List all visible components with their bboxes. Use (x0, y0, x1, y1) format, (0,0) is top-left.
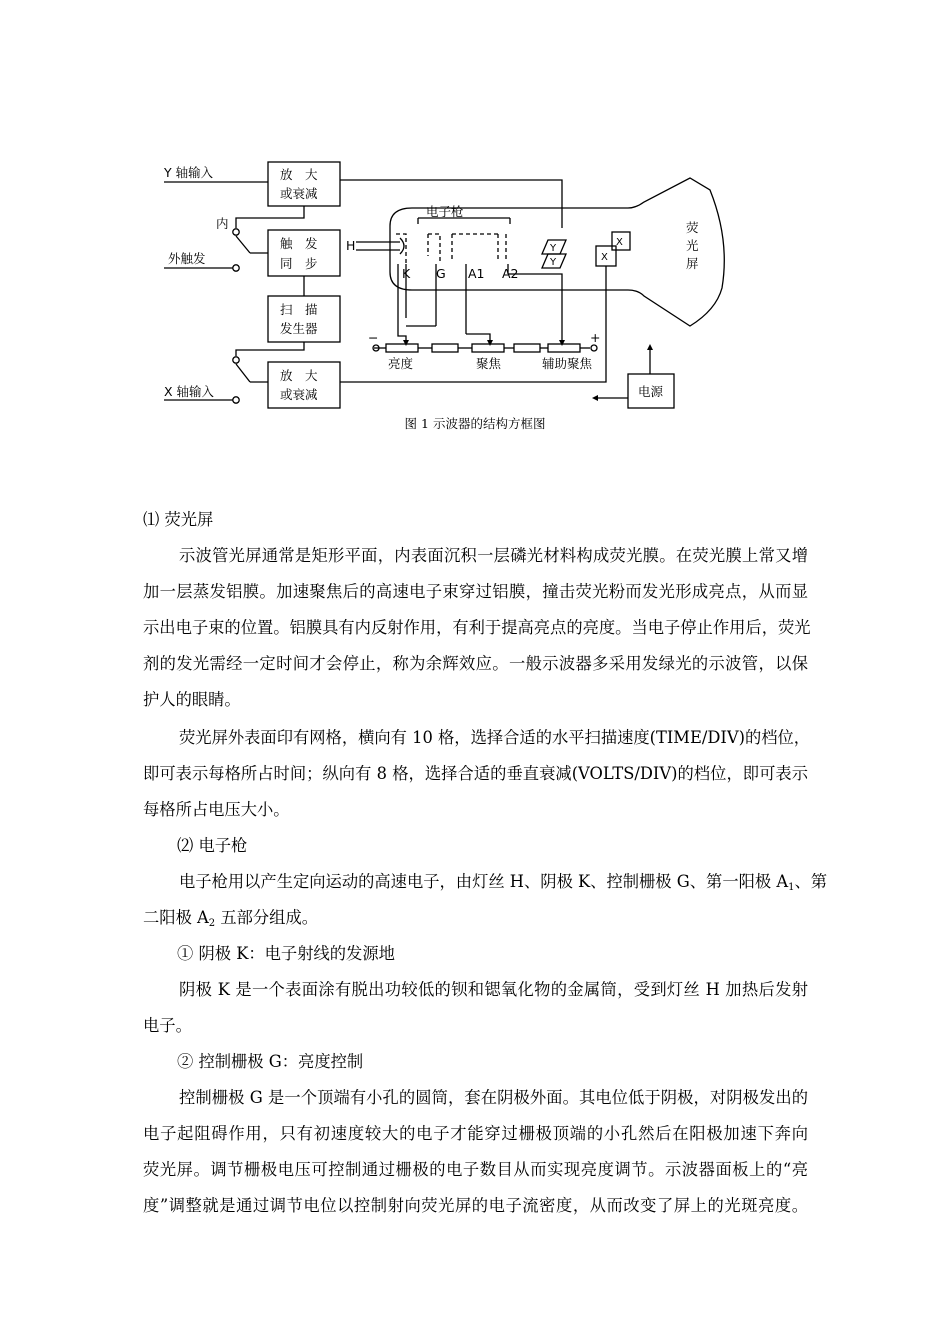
x-plate-label: X (601, 252, 608, 263)
section-heading-grid: ② 控制栅极 G：亮度控制 (177, 1052, 364, 1071)
section-heading-screen: ⑴ 荧光屏 (143, 510, 214, 529)
sweep-label-1: 扫 描 (280, 302, 318, 317)
minus-label: − (368, 330, 379, 345)
screen-label-3: 屏 (686, 256, 699, 271)
paragraph-line: 加一层蒸发铝膜。加速聚焦后的高速电子束穿过铝膜，撞击荧光粉而发光形成亮点，从而显 (143, 582, 808, 601)
screen-label-2: 光 (686, 238, 699, 253)
y-amp-label-1: 放 大 (280, 167, 318, 182)
aux-focus-label: 辅助聚焦 (542, 356, 593, 371)
a1-label: A1 (468, 266, 485, 281)
paragraph-line: 荧光屏。调节栅极电压可控制通过栅极的电子数目从而实现亮度调节。示波器面板上的“亮 (143, 1160, 808, 1179)
x-amp-label-1: 放 大 (280, 368, 318, 383)
paragraph-line (143, 906, 808, 930)
paragraph-line: 电子。 (143, 1016, 192, 1035)
paragraph-line: 即可表示每格所占时间；纵向有 8 格，选择合适的垂直衰减(VOLTS/DIV)的档位，即可表示 (143, 764, 808, 783)
figure-caption: 图 1 示波器的结构方框图 (404, 416, 546, 431)
focus-label: 聚焦 (476, 356, 502, 371)
k-label: K (402, 266, 411, 281)
section-heading-gun: ⑵ 电子枪 (177, 836, 248, 855)
text-span: 电子枪用以产生定向运动的高速电子，由灯丝 H、阴极 K、控制栅极 G、第一阳极 A (179, 872, 789, 891)
y-input-label: Y 轴输入 (164, 165, 214, 180)
paragraph-line: 示波管光屏通常是矩形平面，内表面沉积一层磷光材料构成荧光膜。在荧光膜上常又增 (179, 546, 808, 565)
g-label: G (436, 266, 446, 281)
text-span: 二阳极 A (143, 908, 209, 927)
subscript: 1 (788, 882, 795, 893)
text-span: 、第 (794, 872, 828, 891)
trigger-label-2: 同 步 (280, 256, 318, 271)
paragraph-line: 控制栅极 G 是一个顶端有小孔的圆筒，套在阴极外面。其电位低于阴极，对阴极发出的 (179, 1088, 808, 1107)
paragraph-line: 剂的发光需经一定时间才会停止，称为余辉效应。一般示波器多采用发绿光的示波管，以保 (143, 654, 808, 673)
trigger-label-1: 触 发 (280, 236, 318, 251)
h-label: H (346, 238, 356, 253)
section-heading-cathode: ① 阴极 K：电子射线的发源地 (177, 944, 395, 963)
brightness-label: 亮度 (388, 356, 414, 371)
plus-label: + (590, 330, 601, 345)
power-label: 电源 (638, 384, 664, 399)
x-plate-label-2: X (616, 237, 623, 248)
paragraph-line: 阴极 K 是一个表面涂有脱出功较低的钡和锶氧化物的金属筒，受到灯丝 H 加热后发射 (179, 980, 808, 999)
paragraph-line: 每格所占电压大小。 (143, 800, 290, 819)
paragraph-line: 电子起阻碍作用，只有初速度较大的电子才能穿过栅极顶端的小孔然后在阳极加速下奔向 (143, 1124, 808, 1143)
subscript: 2 (208, 918, 216, 929)
paragraph-line: 护人的眼睛。 (143, 690, 241, 709)
paragraph-line: 荧光屏外表面印有网格，横向有 10 格，选择合适的水平扫描速度(TIME/DIV)的档位， (179, 728, 811, 747)
gun-label: 电子枪 (426, 204, 464, 219)
y-amp-label-2: 或衰减 (280, 186, 318, 201)
paragraph-line: 度”调整就是通过调节电位以控制射向荧光屏的电子流密度，从而改变了屏上的光斑亮度。 (143, 1196, 808, 1215)
y-plate-label-2: Y (550, 257, 557, 268)
oscilloscope-block-diagram (150, 150, 730, 420)
y-plate-label: Y (550, 243, 557, 254)
screen-label-1: 荧 (686, 220, 699, 235)
paragraph-line (143, 870, 828, 894)
sweep-label-2: 发生器 (280, 321, 318, 336)
x-amp-label-2: 或衰减 (280, 387, 318, 402)
text-span: 五部分组成。 (215, 908, 319, 927)
inner-label: 内 (216, 216, 229, 231)
ext-trigger-label: 外触发 (168, 251, 206, 266)
x-input-label: X 轴输入 (164, 384, 215, 399)
paragraph-line: 示出电子束的位置。铝膜具有内反射作用，有利于提高亮点的亮度。当电子停止作用后，荧光 (143, 618, 811, 637)
a2-label: A2 (502, 266, 519, 281)
